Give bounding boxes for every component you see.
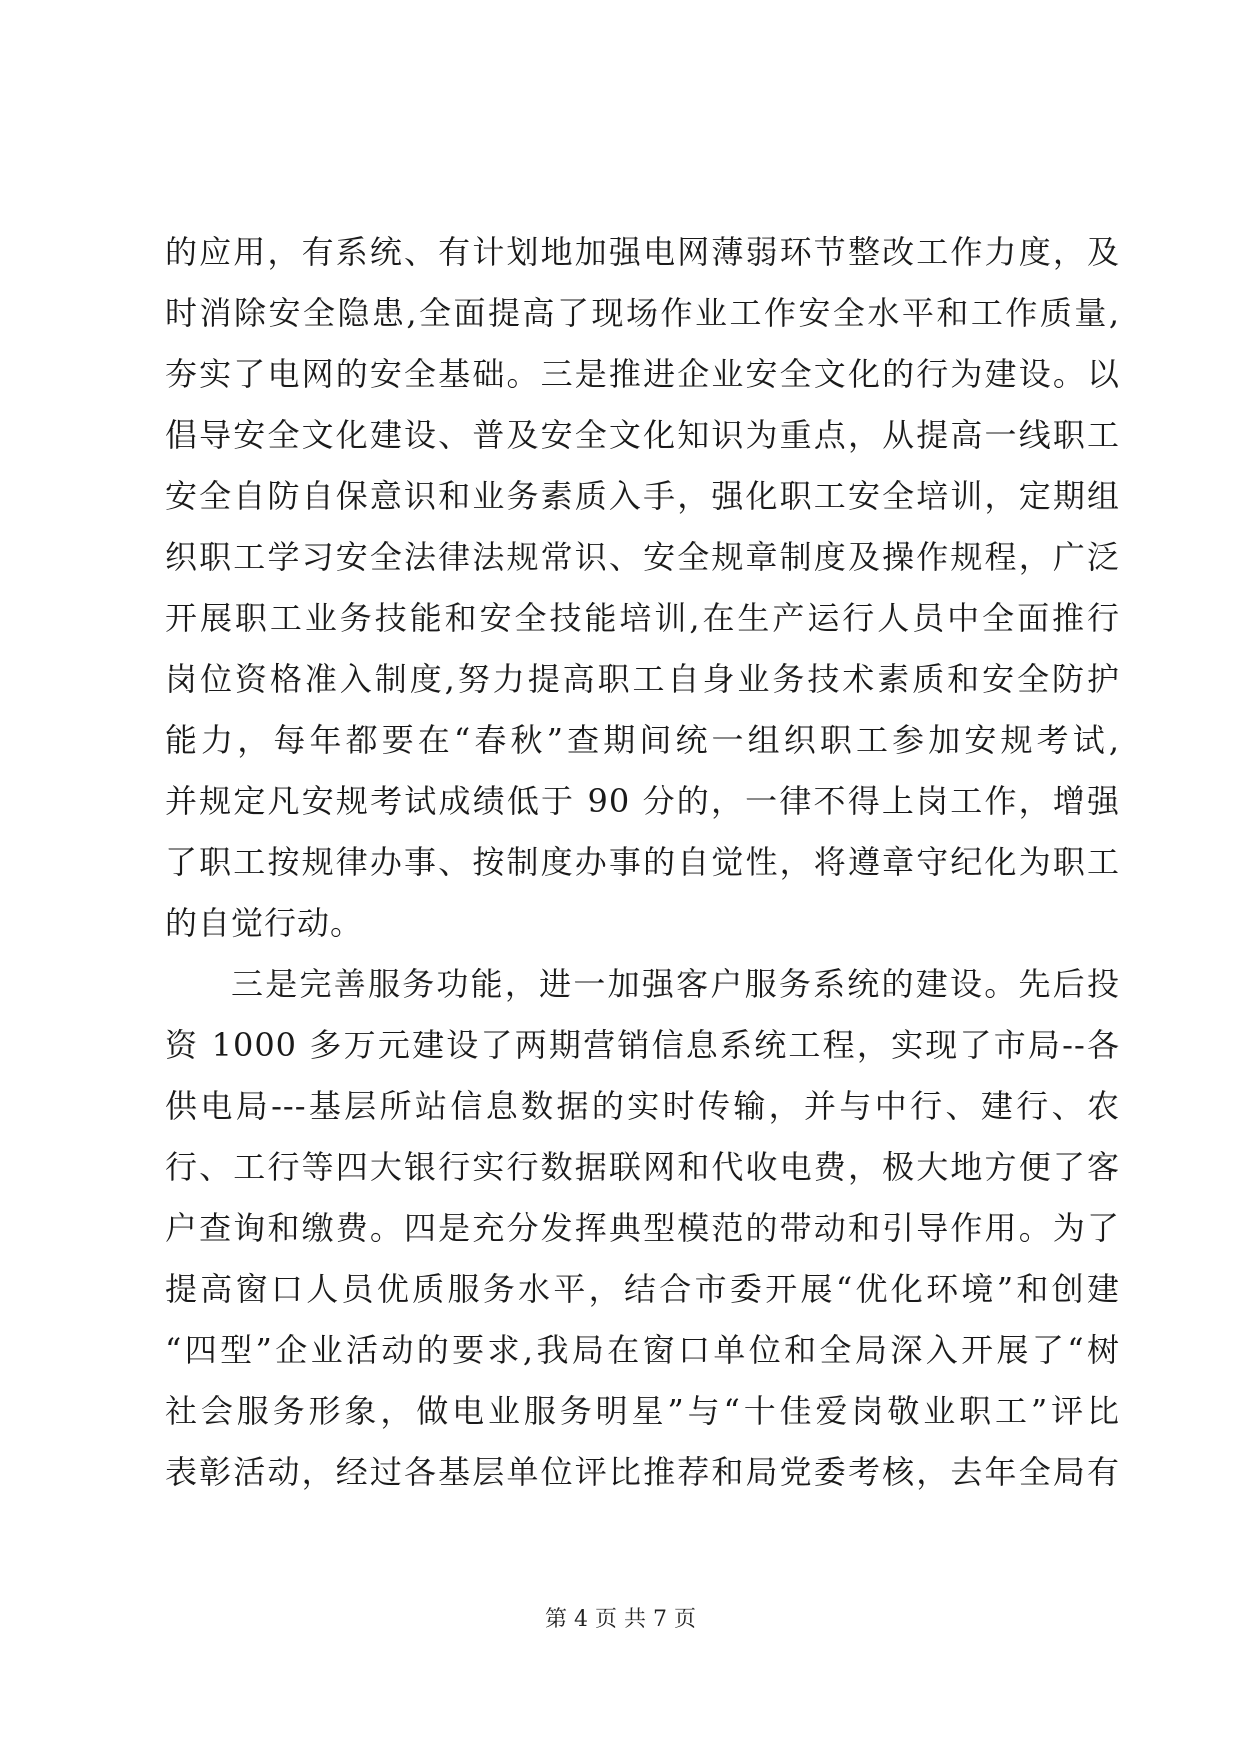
text-line-paragraph-end: 的自觉行动。 [165, 904, 364, 942]
text-line: 开展职工业务技能和安全技能培训,在生产运行人员中全面推行 [165, 599, 1120, 637]
text-line: 时消除安全隐患,全面提高了现场作业工作安全水平和工作质量, [165, 294, 1120, 332]
text-line: 表彰活动，经过各基层单位评比推荐和局党委考核，去年全局有 [165, 1453, 1120, 1491]
page-number-footer: 第 4 页 共 7 页 [545, 1607, 696, 1632]
text-line: “四型”企业活动的要求,我局在窗口单位和全局深入开展了“树 [165, 1331, 1120, 1369]
text-line: 织职工学习安全法律法规常识、安全规章制度及操作规程，广泛 [165, 538, 1120, 576]
document-body [165, 232, 1120, 1513]
text-line: 并规定凡安规考试成绩低于 90 分的，一律不得上岗工作，增强 [165, 782, 1120, 820]
text-line: 资 1000 多万元建设了两期营销信息系统工程，实现了市局--各 [165, 1026, 1120, 1064]
text-line-paragraph-start: 三是完善服务功能，进一加强客户服务系统的建设。先后投 [231, 965, 1120, 1003]
text-line: 户查询和缴费。四是充分发挥典型模范的带动和引导作用。为了 [165, 1209, 1120, 1247]
text-line: 能力，每年都要在“春秋”查期间统一组织职工参加安规考试, [165, 721, 1120, 759]
text-line: 倡导安全文化建设、普及安全文化知识为重点，从提高一线职工 [165, 416, 1120, 454]
text-line: 行、工行等四大银行实行数据联网和代收电费，极大地方便了客 [165, 1148, 1120, 1186]
text-line: 夯实了电网的安全基础。三是推进企业安全文化的行为建设。以 [165, 355, 1120, 393]
text-line: 了职工按规律办事、按制度办事的自觉性，将遵章守纪化为职工 [165, 843, 1120, 881]
text-line: 安全自防自保意识和业务素质入手，强化职工安全培训，定期组 [165, 477, 1120, 515]
text-line: 提高窗口人员优质服务水平，结合市委开展“优化环境”和创建 [165, 1270, 1120, 1308]
text-line: 岗位资格准入制度,努力提高职工自身业务技术素质和安全防护 [165, 660, 1120, 698]
text-line: 的应用，有系统、有计划地加强电网薄弱环节整改工作力度，及 [165, 233, 1120, 271]
text-line: 社会服务形象，做电业服务明星”与“十佳爱岗敬业职工”评比 [165, 1392, 1120, 1430]
text-line: 供电局---基层所站信息数据的实时传输，并与中行、建行、农 [165, 1087, 1120, 1125]
